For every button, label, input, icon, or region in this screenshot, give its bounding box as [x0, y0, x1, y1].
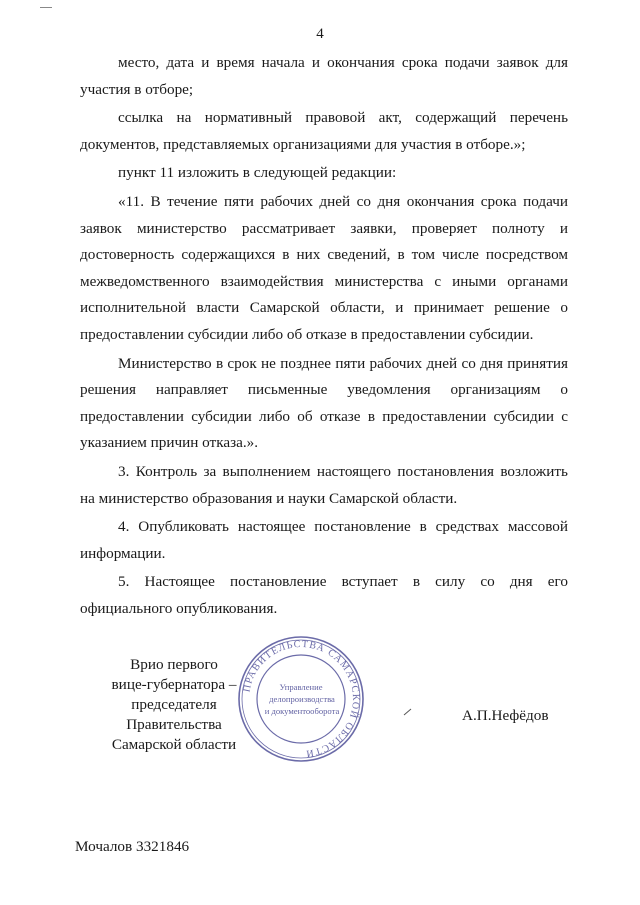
seal-inner-line-2: делопроизводства [269, 694, 335, 704]
seal-outer-text: ПРАВИТЕЛЬСТВА САМАРСКОЙ ОБЛАСТИ [241, 638, 362, 759]
signatory-name: А.П.Нефёдов [462, 707, 549, 724]
paragraph-publish: 4. Опубликовать настоящее постановление в средствах массовой информации. [80, 518, 568, 562]
signature-stroke-icon [403, 708, 413, 716]
paragraph-effective: 5. Настоящее постановление вступает в силу со дня его официального опубликования. [80, 573, 568, 617]
signatory-title-line: председателя Правительства [126, 696, 222, 733]
paragraph-application-dates: место, дата и время начала и окончания срока подачи заявок для участия в отборе; [80, 54, 568, 98]
signatory-title-line: Врио первого [130, 656, 218, 673]
seal-inner-line-1: Управление [279, 682, 323, 692]
scan-mark [40, 7, 52, 8]
paragraph-control: 3. Контроль за выполнением настоящего постановления возложить на министерство образования и науки Самарской области. [80, 462, 568, 507]
document-body [80, 50, 568, 624]
page-number: 4 [316, 26, 324, 42]
paragraph-item-11: «11. В течение пяти рабочих дней со дня окончания срока подачи заявок министерство рассматривает заявки, проверяет полноту и достоверность содержащихся в них сведений, в том числе посредством межведомственного взаимодействия министерства с иными органами исполнительной власти Самарской области, и принимает решение о предоставлении субсидии либо об отказе в предоставлении субсидии. [80, 192, 568, 343]
paragraph-legal-act-link: ссылка на нормативный правовой акт, содержащий перечень документов, представляемых организациями для участия в отборе.»; [80, 109, 568, 153]
seal-inner-line-3: и документооборота [264, 706, 340, 716]
executor-code: Мочалов 3321846 [75, 838, 190, 855]
signatory-title-line: вице-губернатора – [111, 676, 237, 693]
paragraph-item-11-intro: пункт 11 изложить в следующей редакции: [118, 164, 397, 182]
paragraph-ministry-notice: Министерство в срок не позднее пяти рабочих дней со дня принятия решения направляет письменные уведомления организациям о предоставлении субсидии либо об отказе в предоставлении субсидии с указанием причин отказа.». [80, 354, 568, 452]
signatory-title-line: Самарской области [111, 736, 237, 753]
signatory-title [84, 655, 264, 755]
